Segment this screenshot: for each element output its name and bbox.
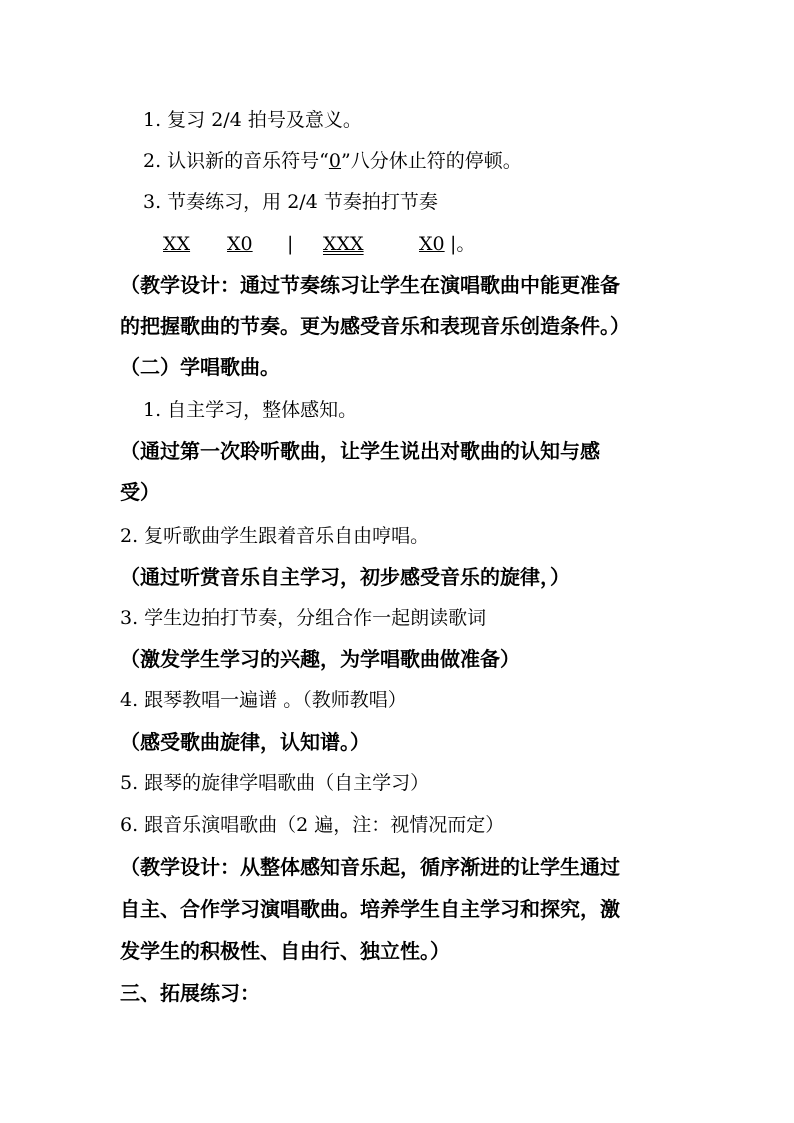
intro-item-2	[143, 149, 522, 173]
step-5: 5. 跟琴的旋律学唱歌曲（自主学习）	[120, 772, 430, 794]
step-6: 6. 跟音乐演唱歌曲（2 遍，注：视情况而定）	[120, 814, 505, 836]
design-note-1-line-2: 的把握歌曲的节奏。更为感受音乐和表现音乐创造条件。）	[120, 314, 630, 338]
step-3-note: （激发学生学习的兴趣，为学唱歌曲做准备）	[120, 647, 520, 671]
rhythm-end-barline: |。	[450, 233, 476, 255]
step-1: 1. 自主学习，整体感知。	[143, 399, 358, 421]
intro-item-2-pre: 2. 认识新的音乐符号“	[143, 150, 329, 172]
rhythm-xxx: XXX	[323, 233, 364, 255]
step-1-note-line-2: 受）	[120, 480, 160, 504]
rhythm-x0-first: X0	[227, 233, 253, 255]
design-note-2-line-2: 自主、合作学习演唱歌曲。培养学生自主学习和探究，激	[120, 897, 620, 921]
step-4-note: （感受歌曲旋律，认知谱。）	[120, 730, 370, 754]
design-note-2-line-1: （教学设计：从整体感知音乐起，循序渐进的让学生通过	[120, 855, 620, 879]
eighth-rest-symbol: 0	[328, 150, 341, 172]
intro-item-1: 1. 复习 2/4 拍号及意义。	[143, 109, 362, 131]
intro-item-2-post: ”八分休止符的停顿。	[340, 150, 522, 172]
design-note-2-line-3: 发学生的积极性、自由行、独立性。）	[120, 939, 450, 963]
step-4: 4. 跟琴教唱一遍谱 。（教师教唱）	[120, 689, 407, 711]
design-note-1-line-1: （教学设计：通过节奏练习让学生在演唱歌曲中能更准备	[120, 273, 620, 297]
step-2-note: （通过听赏音乐自主学习，初步感受音乐的旋律，）	[120, 565, 570, 589]
step-1-note-line-1: （通过第一次聆听歌曲，让学生说出对歌曲的认知与感	[120, 439, 600, 463]
step-2: 2. 复听歌曲学生跟着音乐自由哼唱。	[120, 525, 430, 547]
step-3: 3. 学生边拍打节奏，分组合作一起朗读歌词	[120, 607, 487, 629]
rhythm-x0-second: X0	[419, 233, 445, 255]
section-2-heading: （二）学唱歌曲。	[120, 355, 280, 379]
intro-item-3: 3. 节奏练习，用 2/4 节奏拍打节奏	[143, 191, 438, 213]
rhythm-barline: |	[287, 233, 294, 255]
rhythm-xx: XX	[163, 233, 191, 255]
section-3-heading: 三、拓展练习：	[120, 981, 260, 1005]
